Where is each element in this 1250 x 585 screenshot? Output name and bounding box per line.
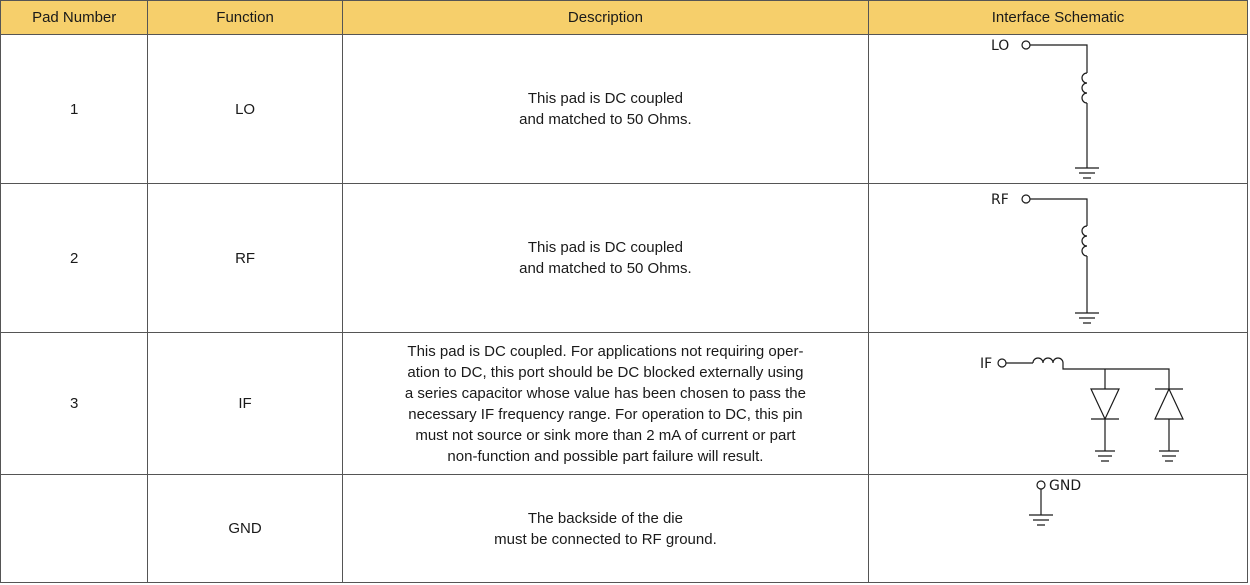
pad-number-cell: 1 — [1, 35, 148, 184]
schematic-cell — [869, 184, 1248, 333]
ground-schematic-icon — [869, 475, 1247, 582]
header-pad-number: Pad Number — [1, 1, 148, 35]
function-cell: LO — [148, 35, 342, 184]
description-text: This pad is DC coupled and matched to 50 Ohms. — [519, 90, 692, 128]
pad-number-cell: 2 — [1, 184, 148, 333]
table-row — [1, 184, 1248, 333]
function-cell: IF — [148, 333, 342, 475]
header-function: Function — [148, 1, 342, 35]
description-text: The backside of the die must be connected to RF ground. — [494, 509, 717, 548]
header-interface-schematic: Interface Schematic — [869, 1, 1248, 35]
table-row — [1, 333, 1248, 475]
table-row — [1, 475, 1248, 583]
description-cell — [342, 184, 868, 333]
table-row — [1, 35, 1248, 184]
pad-number-cell — [1, 475, 148, 583]
port-label: IF — [980, 356, 993, 372]
port-label: LO — [991, 38, 1010, 54]
port-label: GND — [1049, 478, 1082, 494]
inductor-to-ground-schematic-icon — [869, 35, 1247, 183]
port-label: RF — [991, 192, 1009, 208]
schematic-cell — [869, 333, 1248, 475]
header-description: Description — [342, 1, 868, 35]
schematic-cell — [869, 475, 1248, 583]
pad-number-cell: 3 — [1, 333, 148, 475]
function-cell: GND — [148, 475, 342, 583]
table-header-row — [1, 1, 1248, 35]
inductor-diode-pair-schematic-icon — [869, 333, 1247, 474]
description-cell — [342, 475, 868, 583]
inductor-to-ground-schematic-icon — [869, 184, 1247, 332]
schematic-cell — [869, 35, 1248, 184]
description-text: This pad is DC coupled. For applications not requiring oper- ation to DC, this port should be DC blocked externally using a series capacitor whose value has been chosen to pass the necessary IF frequency range. For operation to DC, this pin must not source or sink more than 2 mA of current or part non-function and possible part failure will result. — [404, 342, 806, 465]
description-cell — [342, 35, 868, 184]
description-text: This pad is DC coupled and matched to 50 Ohms. — [519, 239, 692, 277]
description-cell — [342, 333, 868, 475]
function-cell: RF — [148, 184, 342, 333]
